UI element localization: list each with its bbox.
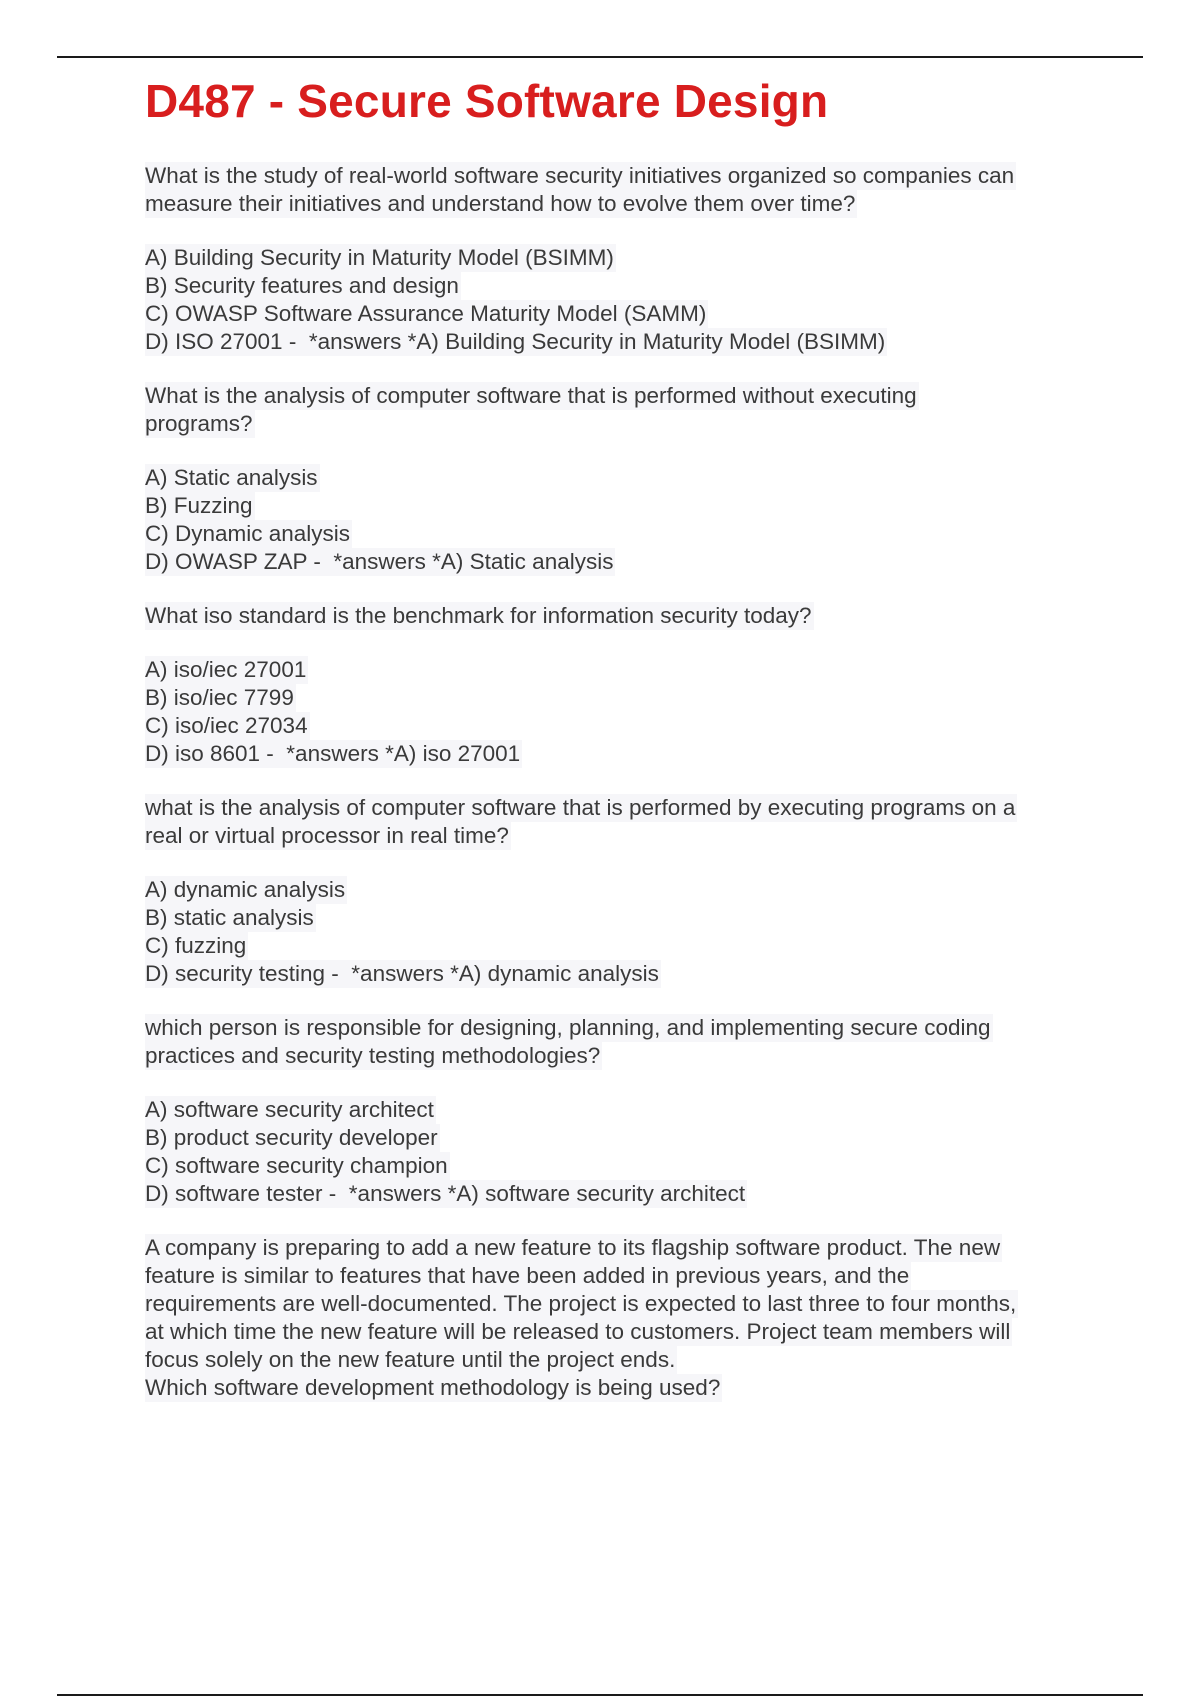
question-text bbox=[145, 1014, 1085, 1070]
question-block bbox=[145, 602, 1085, 768]
question-line: What is the analysis of computer software that is performed without executing bbox=[145, 383, 917, 408]
question-block bbox=[145, 1234, 1085, 1402]
answer-option: B) iso/iec 7799 bbox=[145, 685, 294, 710]
question-line: programs? bbox=[145, 411, 253, 436]
question-text bbox=[145, 794, 1085, 850]
answer-option: A) Building Security in Maturity Model (BSIMM) bbox=[145, 245, 614, 270]
question-block bbox=[145, 794, 1085, 988]
answer-options bbox=[145, 876, 1085, 988]
question-text bbox=[145, 1234, 1085, 1402]
question-line: real or virtual processor in real time? bbox=[145, 823, 509, 848]
answer-option: A) Static analysis bbox=[145, 465, 318, 490]
question-block bbox=[145, 1014, 1085, 1208]
answer-option: D) OWASP ZAP - *answers *A) Static analysis bbox=[145, 549, 614, 574]
question-line: What is the study of real-world software security initiatives organized so companies can bbox=[145, 163, 1015, 188]
document-title: D487 - Secure Software Design bbox=[145, 75, 829, 127]
question-text bbox=[145, 162, 1085, 218]
answer-option: D) iso 8601 - *answers *A) iso 27001 bbox=[145, 741, 521, 766]
question-line: A company is preparing to add a new feature to its flagship software product. The new bbox=[145, 1235, 1001, 1260]
bottom-rule bbox=[57, 1694, 1143, 1696]
answer-option: B) Security features and design bbox=[145, 273, 459, 298]
question-block bbox=[145, 382, 1085, 576]
answer-option: D) ISO 27001 - *answers *A) Building Security in Maturity Model (BSIMM) bbox=[145, 329, 886, 354]
question-block bbox=[145, 162, 1085, 356]
answer-options bbox=[145, 464, 1085, 576]
answer-option: B) Fuzzing bbox=[145, 493, 253, 518]
question-list bbox=[145, 162, 1085, 1402]
question-line: focus solely on the new feature until the project ends. bbox=[145, 1347, 676, 1372]
answer-option: A) dynamic analysis bbox=[145, 877, 346, 902]
answer-option: D) security testing - *answers *A) dynamic analysis bbox=[145, 961, 659, 986]
answer-option: C) Dynamic analysis bbox=[145, 521, 351, 546]
answer-option: C) fuzzing bbox=[145, 933, 247, 958]
top-rule bbox=[57, 56, 1143, 58]
answer-option: C) iso/iec 27034 bbox=[145, 713, 308, 738]
question-text bbox=[145, 382, 1085, 438]
question-line: which person is responsible for designing, planning, and implementing secure coding bbox=[145, 1015, 991, 1040]
question-line: feature is similar to features that have been added in previous years, and the bbox=[145, 1263, 910, 1288]
question-line: Which software development methodology is being used? bbox=[145, 1375, 721, 1400]
answer-options bbox=[145, 656, 1085, 768]
document-page bbox=[145, 70, 1085, 1428]
question-line: requirements are well-documented. The project is expected to last three to four months, bbox=[145, 1291, 1017, 1316]
question-line: practices and security testing methodologies? bbox=[145, 1043, 601, 1068]
answer-options bbox=[145, 1096, 1085, 1208]
question-line: What iso standard is the benchmark for information security today? bbox=[145, 603, 812, 628]
question-line: measure their initiatives and understand how to evolve them over time? bbox=[145, 191, 856, 216]
answer-options bbox=[145, 244, 1085, 356]
answer-option: B) product security developer bbox=[145, 1125, 438, 1150]
answer-option: C) OWASP Software Assurance Maturity Model (SAMM) bbox=[145, 301, 707, 326]
answer-option: A) software security architect bbox=[145, 1097, 434, 1122]
answer-option: B) static analysis bbox=[145, 905, 314, 930]
question-text bbox=[145, 602, 1085, 630]
question-line: what is the analysis of computer software that is performed by executing programs on a bbox=[145, 795, 1016, 820]
question-line: at which time the new feature will be released to customers. Project team members will bbox=[145, 1319, 1011, 1344]
answer-option: C) software security champion bbox=[145, 1153, 448, 1178]
answer-option: A) iso/iec 27001 bbox=[145, 657, 307, 682]
answer-option: D) software tester - *answers *A) software security architect bbox=[145, 1181, 746, 1206]
